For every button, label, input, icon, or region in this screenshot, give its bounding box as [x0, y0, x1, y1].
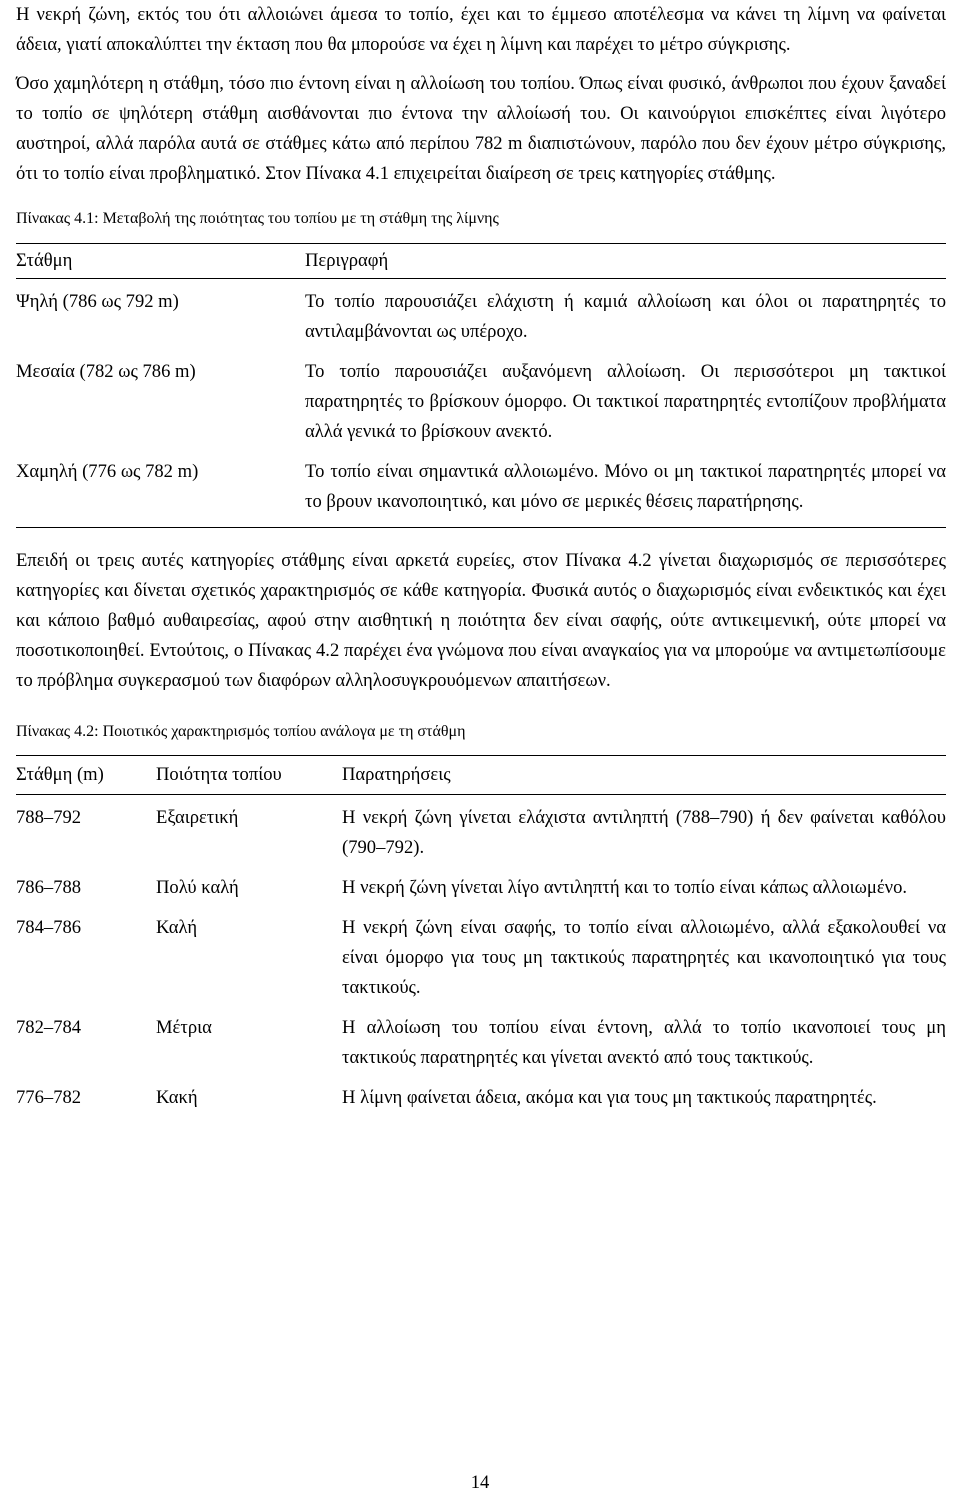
table1-row1-level: Ψηλή (786 ως 792 m): [16, 291, 179, 312]
table1-row2-level: Μεσαία (782 ως 786 m): [16, 361, 196, 382]
page-number: 14: [470, 1472, 490, 1493]
table-row: [16, 1073, 946, 1113]
table2-row1-notes: Η νεκρή ζώνη γίνεται ελάχιστα αντιληπτή (788–790) ή δεν φαίνεται καθόλου (790–792).: [342, 807, 946, 858]
table1: [16, 243, 946, 528]
table1-header-row: [16, 244, 946, 278]
table2-row5-level: 776–782: [16, 1087, 82, 1108]
table2-row3-quality: Καλή: [156, 917, 198, 938]
table1-caption: Πίνακας 4.1: Μεταβολή της ποιότητας του τοπίου με τη στάθμη της λίμνης: [16, 210, 499, 227]
table-row: [16, 447, 946, 527]
table1-row3-level: Χαμηλή (776 ως 782 m): [16, 461, 199, 482]
document-page: [16, 0, 946, 1113]
table1-row2-description: Το τοπίο παρουσιάζει αυξανόμενη αλλοίωση. Οι περισσότεροι μη τακτικοί παρατηρητές το βρίσκουν όμορφο. Οι τακτικοί παρατηρητές εντοπίζουν προβλήματα αλλά γενικά το βρίσκουν ανεκτό.: [305, 361, 946, 442]
table1-row1-description: Το τοπίο παρουσιάζει ελάχιστη ή καμιά αλλοίωση και όλοι οι παρατηρητές το αντιλαμβάνονται ως υπέροχο.: [305, 291, 946, 342]
table2-row4-quality: Μέτρια: [156, 1017, 212, 1038]
table-row: [16, 1003, 946, 1073]
table2-row5-quality: Κακή: [156, 1087, 198, 1108]
table2-row2-quality: Πολύ καλή: [156, 877, 239, 898]
table2-header-row: [16, 756, 946, 794]
table2: [16, 755, 946, 1113]
table2-row1-level: 788–792: [16, 807, 82, 828]
table2-row4-notes: Η αλλοίωση του τοπίου είναι έντονη, αλλά το τοπίο ικανοποιεί τους μη τακτικούς παρατηρητές και γίνεται ανεκτό από τους τακτικούς.: [342, 1017, 946, 1068]
table2-caption: Πίνακας 4.2: Ποιοτικός χαρακτηρισμός τοπίου ανάλογα με τη στάθμη: [16, 723, 466, 740]
table1-header-level: Στάθμη: [16, 250, 73, 271]
table2-row5-notes: Η λίμνη φαίνεται άδεια, ακόμα και για τους μη τακτικούς παρατηρητές.: [342, 1087, 877, 1108]
table2-header-notes: Παρατηρήσεις: [342, 764, 451, 785]
table-row: [16, 903, 946, 1003]
paragraph-dead-zone: Η νεκρή ζώνη, εκτός του ότι αλλοιώνει άμεσα το τοπίο, έχει και το έμμεσο αποτέλεσμα να κάνει τη λίμνη να φαίνεται άδεια, γιατί αποκαλύπτει την έκταση που θα μπορούσε να έχει η λίμνη και παρέχει το μέτρο σύγκρισης.: [16, 4, 946, 55]
table-row: [16, 279, 946, 347]
table2-row2-notes: Η νεκρή ζώνη γίνεται λίγο αντιληπτή και το τοπίο είναι κάπως αλλοιωμένο.: [342, 877, 908, 898]
table2-row3-notes: Η νεκρή ζώνη είναι σαφής, το τοπίο είναι αλλοιωμένο, αλλά εξακολουθεί να είναι όμορφο για τους μη τακτικούς παρατηρητές και ικανοποιητικό για τους τακτικούς.: [342, 917, 946, 998]
table1-row3-description: Το τοπίο είναι σημαντικά αλλοιωμένο. Μόνο οι μη τακτικοί παρατηρητές μπορεί να το βρουν ικανοποιητικό, και μόνο σε μερικές θέσεις παρατήρησης.: [305, 461, 946, 512]
table-row: [16, 347, 946, 447]
paragraph-level-alteration: Όσο χαμηλότερη η στάθμη, τόσο πιο έντονη είναι η αλλοίωση του τοπίου. Όπως είναι φυσικό, άνθρωποι που έχουν ξαναδεί το τοπίο σε ψηλότερη στάθμη αισθάνονται πιο έντονα την αλλοίωσή του. Οι καινούργιοι επισκέπτες είναι λιγότερο αυστηροί, αλλά παρόλα αυτά σε στάθμες κάτω από περίπου 782 m διαπιστώνουν, παρόλο που δεν έχουν μέτρο σύγκρισης, ότι το τοπίο είναι προβληματικό. Στον Πίνακα 4.1 επιχειρείται διαίρεση σε τρεις κατηγορίες στάθμης.: [16, 73, 946, 184]
table1-bottom-rule: [16, 527, 946, 528]
paragraph-categories: Επειδή οι τρεις αυτές κατηγορίες στάθμης είναι αρκετά ευρείες, στον Πίνακα 4.2 γίνεται διαχωρισμός σε περισσότερες κατηγορίες και δίνεται σχετικός χαρακτηρισμός σε κάθε κατηγορία. Φυσικά αυτός ο διαχωρισμός είναι ενδεικτικός και έχει και κάποιο βαθμό αυθαιρεσίας, αφού στην αισθητική η ποιότητα δεν είναι σαφής, ούτε αντικειμενική, ούτε μπορεί να ποσοτικοποιηθεί. Εντούτοις, ο Πίνακας 4.2 παρέχει ένα γνώμονα που είναι αναγκαίος για να μπορούμε να αντιμετωπίσουμε το πρόβλημα συγκερασμού των διαφόρων αλληλοσυγκρουόμενων απαιτήσεων.: [16, 550, 946, 691]
table2-header-level: Στάθμη (m): [16, 764, 104, 785]
table-row: [16, 863, 946, 903]
table2-row3-level: 784–786: [16, 917, 82, 938]
table2-row2-level: 786–788: [16, 877, 82, 898]
table1-header-description: Περιγραφή: [305, 250, 389, 271]
table-row: [16, 795, 946, 863]
table2-header-quality: Ποιότητα τοπίου: [156, 764, 282, 785]
table2-row4-level: 782–784: [16, 1017, 82, 1038]
table2-row1-quality: Εξαιρετική: [156, 807, 239, 828]
